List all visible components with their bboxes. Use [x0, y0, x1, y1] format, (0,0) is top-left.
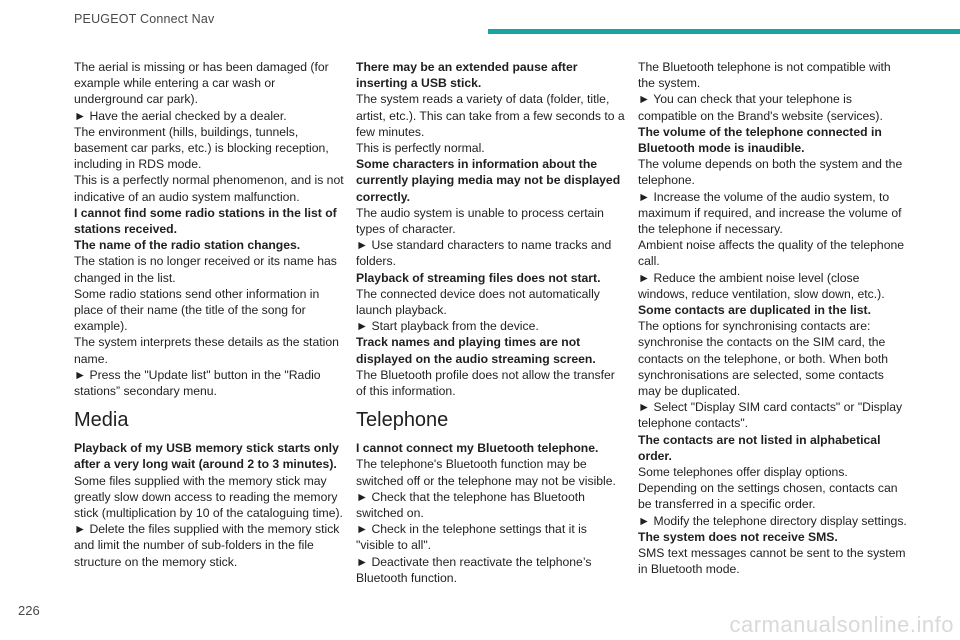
body-paragraph: ► Modify the telephone directory display settings. [638, 513, 907, 528]
body-paragraph: The system interprets these details as the station name. [74, 335, 339, 366]
section-heading: Telephone [356, 409, 449, 432]
body-paragraph: ► Increase the volume of the audio system, to maximum if required, and increase the volume of the telephone if necessary. [638, 189, 902, 237]
body-paragraph: The audio system is unable to process certain types of character. [356, 205, 604, 237]
question-heading: Some characters in information about the currently playing media may not be displayed correctly. [356, 157, 621, 204]
body-paragraph: The Bluetooth telephone is not compatible with the system. [638, 60, 891, 91]
header-accent-bar [488, 29, 960, 34]
column-right [638, 59, 910, 578]
body-paragraph: SMS text messages cannot be sent to the system in Bluetooth mode. [638, 546, 906, 577]
body-paragraph: The options for synchronising contacts are: synchronise the contacts on the SIM card, the contacts on the telephone, or both. When both synchronisations are selected, some contacts may be duplicated. [638, 319, 889, 399]
question-heading: Track names and playing times are not displayed on the audio streaming screen. [356, 335, 596, 366]
body-paragraph: ► Delete the files supplied with the memory stick and limit the number of sub-folders in the file structure on the memory stick. [74, 522, 340, 569]
body-paragraph: The Bluetooth profile does not allow the transfer of this information. [356, 367, 615, 399]
question-heading: The name of the radio station changes. [74, 238, 301, 253]
body-paragraph: ► Deactivate then reactivate the telphone’s Bluetooth function. [356, 554, 592, 585]
body-paragraph: Ambient noise affects the quality of the telephone call. [638, 238, 905, 269]
body-paragraph: ► Select "Display SIM card contacts" or "Display telephone contacts". [638, 400, 903, 431]
body-paragraph: Some files supplied with the memory stick may greatly slow down access to reading the memory stick (multiplication by 10 of the cataloguing time). [74, 473, 343, 521]
section-heading: Media [74, 409, 129, 432]
question-heading: I cannot find some radio stations in the list of stations received. [74, 205, 337, 237]
question-heading: The volume of the telephone connected in Bluetooth mode is inaudible. [638, 124, 882, 156]
body-paragraph: The aerial is missing or has been damaged (for example while entering a car wash or underground car park). [74, 60, 329, 107]
column-left [74, 59, 346, 570]
page-number: 226 [18, 603, 40, 618]
column-middle [356, 59, 628, 586]
body-paragraph: ► Press the "Update list" button in the "Radio stations” secondary menu. [74, 367, 321, 399]
question-heading: The system does not receive SMS. [638, 529, 838, 544]
body-paragraph: ► Use standard characters to name tracks and folders. [356, 238, 612, 269]
question-heading: Playback of my USB memory stick starts only after a very long wait (around 2 to 3 minutes). [74, 441, 339, 472]
question-heading: Some contacts are duplicated in the list. [638, 303, 871, 318]
body-paragraph: The telephone's Bluetooth function may be switched off or the telephone may not be visible. [356, 457, 616, 488]
body-paragraph: The environment (hills, buildings, tunnels, basement car parks, etc.) is blocking reception, including in RDS mode. [74, 124, 329, 172]
body-paragraph: The system reads a variety of data (folder, title, artist, etc.). This can take from a few seconds to a few minutes. [356, 92, 625, 139]
body-paragraph: Some telephones offer display options. Depending on the settings chosen, contacts can be transferred in a specific order. [638, 465, 898, 512]
body-paragraph: ► Check in the telephone settings that it is "visible to all". [356, 522, 587, 553]
body-paragraph: ► Reduce the ambient noise level (close windows, reduce ventilation, slow down, etc.). [638, 270, 885, 301]
body-paragraph: The volume depends on both the system and the telephone. [638, 157, 903, 188]
watermark: carmanualsonline.info [729, 612, 954, 637]
question-heading: The contacts are not listed in alphabetical order. [638, 432, 881, 463]
page-header-title: PEUGEOT Connect Nav [74, 12, 215, 26]
question-heading: There may be an extended pause after inserting a USB stick. [356, 60, 578, 91]
body-paragraph: ► You can check that your telephone is compatible on the Brand's website (services). [638, 92, 883, 123]
question-heading: Playback of streaming files does not start. [356, 270, 601, 285]
body-paragraph: Some radio stations send other information in place of their name (the title of the song for example). [74, 286, 320, 334]
body-paragraph: ► Check that the telephone has Bluetooth switched on. [356, 489, 585, 521]
question-heading: I cannot connect my Bluetooth telephone. [356, 441, 599, 456]
body-paragraph: ► Have the aerial checked by a dealer. [74, 108, 287, 123]
body-paragraph: This is a perfectly normal phenomenon, and is not indicative of an audio system malfunction. [74, 173, 344, 204]
body-paragraph: ► Start playback from the device. [356, 319, 539, 334]
body-paragraph: The station is no longer received or its name has changed in the list. [74, 254, 337, 285]
body-paragraph: The connected device does not automatically launch playback. [356, 286, 600, 318]
body-paragraph: This is perfectly normal. [356, 141, 485, 156]
